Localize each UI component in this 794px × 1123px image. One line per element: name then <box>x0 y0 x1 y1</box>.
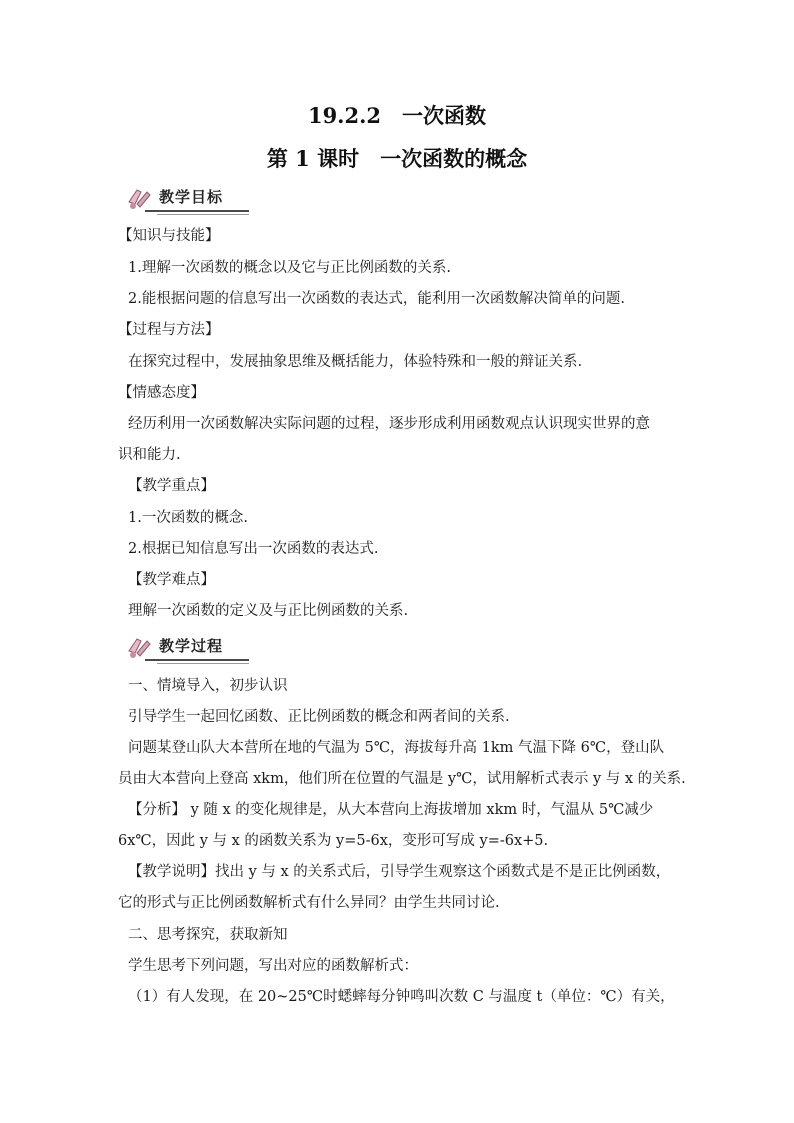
text-line: 【过程与方法】 <box>118 322 220 338</box>
section-badge-objectives <box>127 184 249 214</box>
pencil-book-icon <box>127 635 151 659</box>
text-line: 【教学难点】 <box>128 572 215 588</box>
text-line: 引导学生一起回忆函数、正比例函数的概念和两者间的关系. <box>128 709 510 725</box>
text-line: 一、情境导入，初步认识 <box>128 678 288 694</box>
badge-underline <box>145 210 249 212</box>
text-line: 问题某登山队大本营所在地的气温为 5℃，海拔每升高 1km 气温下降 6℃，登山队 <box>128 740 665 756</box>
text-line: 2.能根据问题的信息写出一次函数的表达式，能利用一次函数解决简单的问题. <box>128 291 625 307</box>
badge-label: 教学过程 <box>159 637 224 655</box>
page-title: 19.2.2 一次函数 <box>307 103 487 128</box>
text-line: 【情感态度】 <box>118 385 205 401</box>
badge-label: 教学目标 <box>159 188 224 206</box>
text-line: 识和能力. <box>118 447 181 463</box>
pencil-book-icon <box>127 186 151 210</box>
text-line: 学生思考下列问题，写出对应的函数解析式： <box>128 958 418 974</box>
text-line: 经历利用一次函数解决实际问题的过程，逐步形成利用函数观点认识现实世界的意 <box>128 416 650 432</box>
text-line: 【教学重点】 <box>128 478 215 494</box>
text-line: 二、思考探究，获取新知 <box>128 927 288 943</box>
text-line: 6x℃，因此 y 与 x 的函数关系为 y=5-6x，变形可写成 y=-6x+5. <box>118 833 549 849</box>
page-subtitle: 第 1 课时 一次函数的概念 <box>266 146 528 171</box>
badge-underline-thin <box>157 663 249 664</box>
text-line: （1）有人发现，在 20~25℃时蟋蟀每分钟鸣叫次数 C 与温度 t（单位：℃）有关， <box>128 989 675 1005</box>
text-line: 它的形式与正比例函数解析式有什么异同？由学生共同讨论. <box>118 895 500 911</box>
badge-underline-thin <box>157 214 249 215</box>
section-badge-process <box>127 633 249 663</box>
text-line: 【分析】 y 随 x 的变化规律是，从大本营向上海拔增加 xkm 时，气温从 5℃减少 <box>128 802 654 818</box>
text-line: 1.一次函数的概念. <box>128 510 248 526</box>
text-line: 【知识与技能】 <box>118 228 220 244</box>
text-line: 理解一次函数的定义及与正比例函数的关系. <box>128 603 409 619</box>
text-line: 在探究过程中，发展抽象思维及概括能力，体验特殊和一般的辩证关系. <box>128 354 583 370</box>
text-line: 2.根据已知信息写出一次函数的表达式. <box>128 541 379 557</box>
text-line: 员由大本营向上登高 xkm，他们所在位置的气温是 y℃，试用解析式表示 y 与 x 的关系. <box>118 771 686 787</box>
badge-underline <box>145 659 249 661</box>
text-line: 1.理解一次函数的概念以及它与正比例函数的关系. <box>128 260 451 276</box>
text-line: 【教学说明】找出 y 与 x 的关系式后，引导学生观察这个函数式是不是正比例函数， <box>128 864 671 880</box>
